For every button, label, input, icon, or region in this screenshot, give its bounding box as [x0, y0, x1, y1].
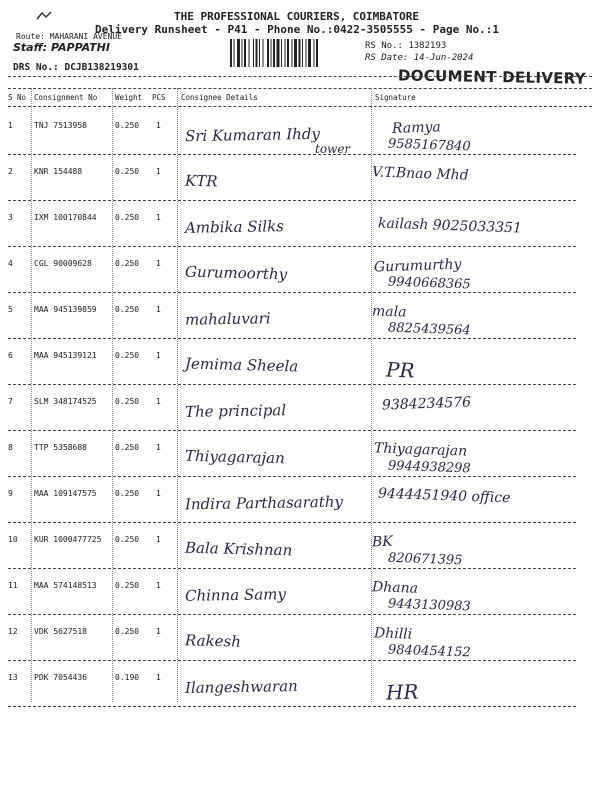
row-consignee-name: Jemima Sheela: [184, 354, 299, 376]
row-consignee-name: Ilangeshwaran: [184, 677, 298, 697]
row-signature: 9444451940 office: [377, 485, 511, 507]
row-sno: 12: [8, 627, 18, 636]
row-sno: 6: [8, 351, 13, 360]
corner-mark-icon: [36, 11, 52, 21]
row-consignment-no: MAA 574148513: [34, 581, 97, 590]
row-divider: [8, 154, 576, 155]
row-consignment-no: TNJ 7513958: [34, 121, 87, 130]
row-consignment-no: PDK 7054436: [34, 673, 87, 682]
row-signature: BK: [371, 533, 394, 551]
row-signature-phone: 820671395: [387, 550, 463, 569]
row-pcs: 1: [156, 259, 161, 268]
row-divider: [8, 200, 576, 201]
row-pcs: 1: [156, 397, 161, 406]
row-sno: 1: [8, 121, 13, 130]
row-signature-phone: 9585167840: [387, 136, 471, 155]
row-consignee-name: mahaluvari: [184, 309, 271, 329]
row-sno: 5: [8, 305, 13, 314]
row-weight: 0.250: [115, 351, 140, 360]
row-signature: kailash 9025033351: [377, 215, 523, 237]
column-divider: [31, 88, 32, 702]
row-weight: 0.250: [115, 259, 140, 268]
rs-date: RS Date: 14-Jun-2024: [365, 53, 474, 63]
row-pcs: 1: [156, 535, 161, 544]
row-signature-phone: 9443130983: [387, 596, 471, 615]
rs-number: RS No.: 1382193: [365, 41, 447, 51]
row-pcs: 1: [156, 121, 161, 130]
row-pcs: 1: [156, 627, 161, 636]
row-divider: [8, 568, 576, 569]
row-signature: V.T.Bnao Mhd: [371, 164, 469, 184]
col-header-weight: Weight: [115, 93, 143, 102]
document-type-stamp: DOCUMENT DELIVERY: [397, 66, 587, 88]
row-consignee-name: Indira Parthasarathy: [184, 492, 344, 514]
row-consignee-name: Gurumoorthy: [184, 262, 288, 284]
row-divider: [8, 614, 576, 615]
row-pcs: 1: [156, 351, 161, 360]
header-divider: [8, 76, 592, 77]
row-consignee-name: Chinna Samy: [184, 585, 287, 605]
barcode-icon: [230, 39, 360, 67]
row-sno: 2: [8, 167, 13, 176]
header-bottom-divider: [8, 106, 592, 107]
row-consignment-no: TTP 5358688: [34, 443, 87, 452]
row-weight: 0.250: [115, 581, 140, 590]
row-signature: Ramya: [391, 119, 442, 137]
row-sno: 4: [8, 259, 13, 268]
header-divider: [8, 88, 592, 89]
row-signature: Dhana: [371, 579, 419, 597]
row-signature-phone: 8825439564: [387, 320, 471, 339]
company-title: THE PROFESSIONAL COURIERS, COIMBATORE: [174, 10, 420, 23]
row-weight: 0.250: [115, 167, 140, 176]
drs-number: DRS No.: DCJB138219301: [13, 62, 139, 73]
row-weight: 0.250: [115, 489, 140, 498]
route-label: Route: MAHARANI AVENUE: [16, 32, 122, 41]
row-weight: 0.250: [115, 535, 140, 544]
row-pcs: 1: [156, 305, 161, 314]
row-consignment-no: MAA 109147575: [34, 489, 97, 498]
row-signature: Gurumurthy: [373, 256, 462, 276]
row-pcs: 1: [156, 213, 161, 222]
row-consignee-name: Sri Kumaran Ihdy: [184, 124, 321, 146]
row-signature-phone: 9840454152: [387, 642, 471, 661]
row-signature: mala: [371, 303, 407, 321]
row-sno: 10: [8, 535, 18, 544]
row-weight: 0.250: [115, 443, 140, 452]
row-consignment-no: MAA 945139121: [34, 351, 97, 360]
row-divider: [8, 522, 576, 523]
row-consignee-name: Bala Krishnan: [184, 538, 293, 560]
row-consignment-no: VDK 5627518: [34, 627, 87, 636]
row-consignment-no: KNR 154488: [34, 167, 83, 176]
row-sno: 3: [8, 213, 13, 222]
column-divider: [112, 88, 113, 702]
row-consignment-no: IXM 100170844: [34, 213, 97, 222]
row-signature: HR: [385, 679, 419, 705]
staff-label: Staff: PAPPATHI: [13, 41, 110, 54]
row-sno: 7: [8, 397, 13, 406]
row-signature: 9384234576: [381, 394, 472, 414]
row-signature: Thiyagarajan: [373, 440, 468, 460]
row-sno: 13: [8, 673, 18, 682]
col-header-sno: S No: [8, 93, 27, 102]
row-divider: [8, 246, 576, 247]
row-divider: [8, 338, 576, 339]
runsheet-line: Delivery Runsheet - P41 - Phone No.:0422-3505555 - Page No.:1: [95, 23, 499, 36]
row-divider: [8, 384, 576, 385]
row-consignment-no: KUR 1000477725: [34, 535, 102, 544]
row-weight: 0.250: [115, 305, 140, 314]
row-pcs: 1: [156, 489, 161, 498]
row-consignee-name: Ambika Silks: [184, 217, 285, 237]
row-pcs: 1: [156, 581, 161, 590]
row-sno: 9: [8, 489, 13, 498]
col-header-pcs: PCS: [152, 93, 166, 102]
row-divider: [8, 706, 576, 707]
row-signature-phone: 9940668365: [387, 274, 471, 293]
row-consignment-no: SLM 348174525: [34, 397, 97, 406]
row-weight: 0.250: [115, 627, 140, 636]
row-signature: PR: [385, 357, 415, 383]
row-divider: [8, 476, 576, 477]
row-weight: 0.250: [115, 213, 140, 222]
row-divider: [8, 430, 576, 431]
column-divider: [177, 88, 178, 702]
row-consignee-name: The principal: [184, 401, 287, 421]
row-consignee-name: Thiyagarajan: [184, 446, 286, 468]
row-weight: 0.190: [115, 673, 140, 682]
col-header-consignment: Consignment No: [34, 93, 98, 102]
col-header-signature: Signature: [375, 93, 416, 102]
row-pcs: 1: [156, 443, 161, 452]
row-consignment-no: MAA 945139859: [34, 305, 97, 314]
row-consignee-name: KTR: [184, 171, 218, 191]
row-pcs: 1: [156, 673, 161, 682]
row-sno: 11: [8, 581, 18, 590]
row-signature-phone: 9944938298: [387, 458, 471, 477]
row-pcs: 1: [156, 167, 161, 176]
row-sno: 8: [8, 443, 13, 452]
row-divider: [8, 660, 576, 661]
row-consignee-name: Rakesh: [184, 631, 242, 651]
row-divider: [8, 292, 576, 293]
row-weight: 0.250: [115, 397, 140, 406]
col-header-consignee: Consignee Details: [181, 93, 258, 102]
row-signature: Dhilli: [373, 625, 413, 643]
row-consignee-line2: tower: [315, 142, 351, 156]
row-weight: 0.250: [115, 121, 140, 130]
row-consignment-no: CGL 90009628: [34, 259, 92, 268]
